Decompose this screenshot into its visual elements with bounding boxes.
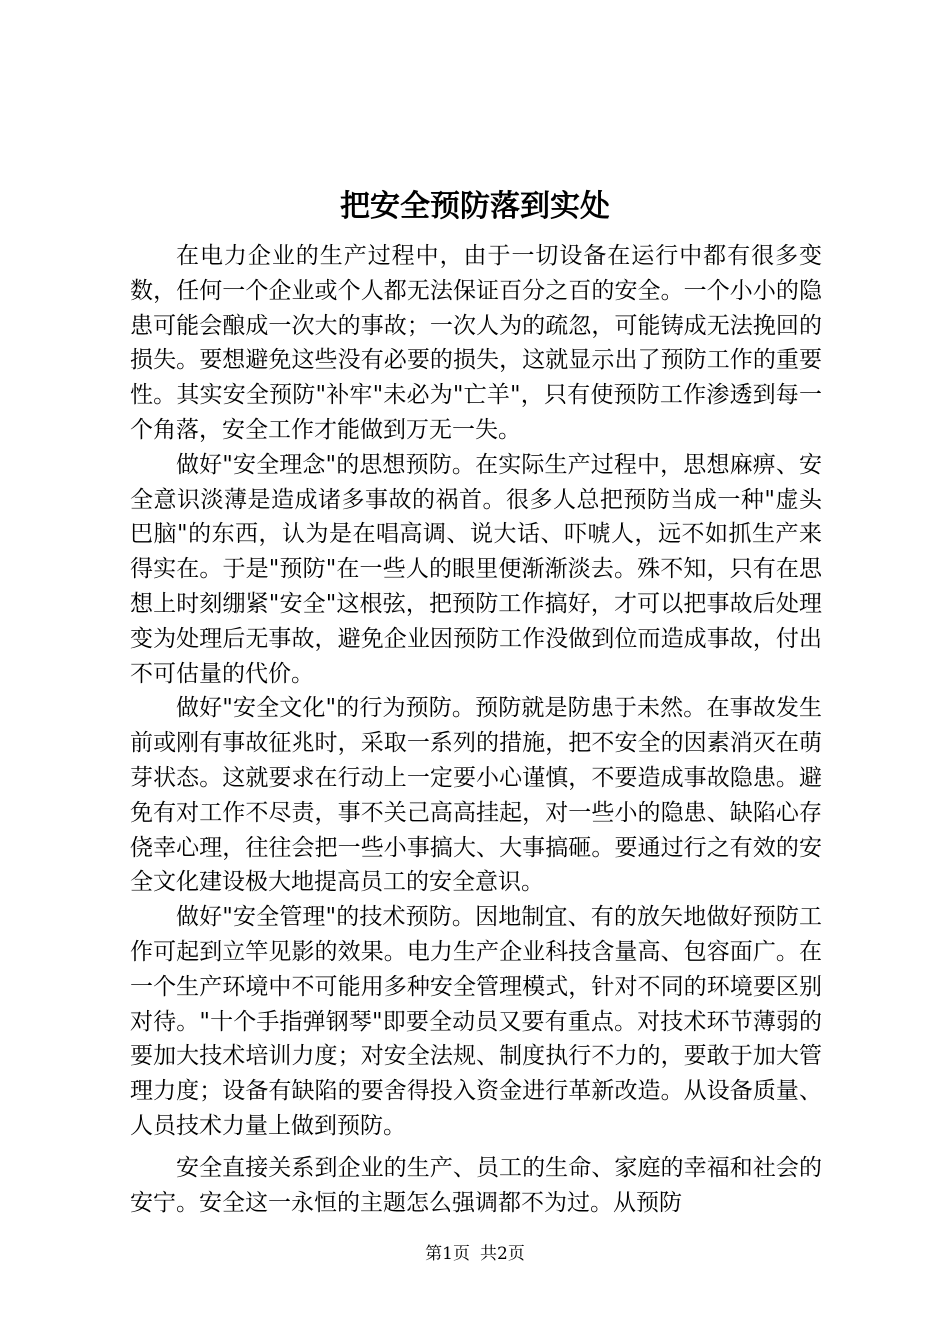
page-total: 共2页 bbox=[480, 1244, 525, 1264]
document-body bbox=[130, 239, 822, 1220]
paragraph-conclusion: 安全直接关系到企业的生产、员工的生命、家庭的幸福和社会的安宁。安全这一永恒的主题怎么强调都不为过。从预防 bbox=[130, 1154, 822, 1216]
paragraph-safety-concept: 做好"安全理念"的思想预防。在实际生产过程中，思想麻痹、安全意识淡薄是造成诸多事故的祸首。很多人总把预防当成一种"虚头巴脑"的东西，认为是在唱高调、说大话、吓唬人，远不如抓生产来得实在。于是"预防"在一些人的眼里便渐渐淡去。殊不知，只有在思想上时刻绷紧"安全"这根弦，把预防工作搞好，才可以把事故后处理变为处理后无事故，避免企业因预防工作没做到位而造成事故，付出不可估量的代价。 bbox=[130, 451, 822, 687]
page-footer bbox=[0, 1243, 950, 1265]
page-number: 第1页 bbox=[425, 1244, 470, 1264]
document-title: 把安全预防落到实处 bbox=[340, 189, 610, 224]
paragraph-safety-culture: 做好"安全文化"的行为预防。预防就是防患于未然。在事故发生前或刚有事故征兆时，采取一系列的措施，把不安全的因素消灭在萌芽状态。这就要求在行动上一定要小心谨慎，不要造成事故隐患。避免有对工作不尽责，事不关己高高挂起，对一些小的隐患、缺陷心存侥幸心理，往往会把一些小事搞大、大事搞砸。要通过行之有效的安全文化建设极大地提高员工的安全意识。 bbox=[130, 695, 822, 896]
paragraph-intro: 在电力企业的生产过程中，由于一切设备在运行中都有很多变数，任何一个企业或个人都无法保证百分之百的安全。一个小小的隐患可能会酿成一次大的事故；一次人为的疏忽，可能铸成无法挽回的损失。要想避免这些没有必要的损失，这就显示出了预防工作的重要性。其实安全预防"补牢"未必为"亡羊"，只有使预防工作渗透到每一个角落，安全工作才能做到万无一失。 bbox=[130, 243, 822, 443]
paragraph-safety-management: 做好"安全管理"的技术预防。因地制宜、有的放矢地做好预防工作可起到立竿见影的效果。电力生产企业科技含量高、包容面广。在一个生产环境中不可能用多种安全管理模式，针对不同的环境要区别对待。"十个手指弹钢琴"即要全动员又要有重点。对技术环节薄弱的要加大技术培训力度；对安全法规、制度执行不力的，要敢于加大管理力度；设备有缺陷的要舍得投入资金进行革新改造。从设备质量、人员技术力量上做到预防。 bbox=[130, 904, 822, 1139]
